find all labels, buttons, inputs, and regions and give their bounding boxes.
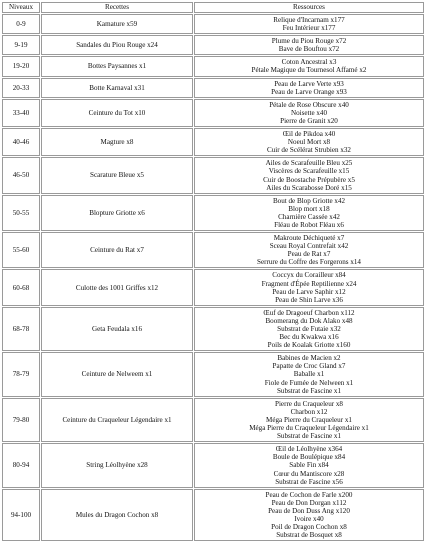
resources-cell (194, 195, 424, 231)
resources-cell (194, 269, 424, 305)
table-row (2, 195, 424, 231)
table-header (2, 2, 424, 13)
level-cell: 33-40 (2, 99, 40, 127)
resources-cell (194, 352, 424, 396)
resources-cell (194, 157, 424, 193)
recipe-cell: Botte Karnaval x31 (41, 78, 193, 98)
resource-item: Peau de Rat x7 (287, 250, 331, 259)
resource-item: Charbon x12 (290, 407, 328, 416)
resource-item: Peau de Larve Verte x93 (274, 79, 344, 88)
resource-item: Babines de Macien x2 (277, 354, 341, 363)
resource-item: Poil de Dragon Cochon x8 (271, 523, 347, 532)
table-row (2, 443, 424, 487)
resource-item: Substrat de Fascine x56 (275, 477, 343, 486)
level-cell: 80-94 (2, 443, 40, 487)
level-cell: 55-60 (2, 232, 40, 268)
crafting-table-container (1, 1, 425, 540)
resource-item: Ivoire x40 (294, 514, 324, 523)
header-resources: Ressources (194, 2, 424, 13)
resources-cell (194, 443, 424, 487)
resource-item: Noeul Mort x8 (287, 138, 331, 147)
table-row (2, 269, 424, 305)
resources-cell (194, 35, 424, 55)
resources-cell (194, 78, 424, 98)
resource-item: Fiole de Fumée de Nelween x1 (264, 378, 354, 387)
resource-item: Noisette x40 (290, 108, 328, 117)
table-row (2, 157, 424, 193)
resource-item: Substrat de Futaie x32 (277, 325, 341, 333)
table-row (2, 14, 424, 34)
resource-item: Charnière Cassée x42 (278, 212, 340, 221)
table-row (2, 99, 424, 127)
resource-item: Boule de Boulépique x84 (272, 453, 346, 462)
resource-item: Relique d'Incarnam x177 (273, 16, 345, 24)
resource-item: Sable Fin x84 (289, 461, 329, 470)
level-cell: 20-33 (2, 78, 40, 98)
resource-item: Baballe x1 (293, 370, 325, 379)
recipe-cell: Mules du Dragon Cochon x8 (41, 489, 193, 542)
resource-item: Coton Ancestral x3 (281, 58, 337, 67)
level-cell: 78-79 (2, 352, 40, 396)
table-body (2, 14, 424, 541)
recipe-cell: Ceinture du Craqueleur Légendaire x1 (41, 398, 193, 442)
resources-cell (194, 99, 424, 127)
resource-item: Fragment d'Épée Reptilienne x24 (261, 279, 357, 288)
resources-cell (194, 489, 424, 542)
table-row (2, 78, 424, 98)
table-row (2, 398, 424, 442)
resource-item: Peau de Shin Larve x36 (275, 295, 343, 304)
resource-item: Ailes du Scarabosse Doré x15 (266, 183, 352, 192)
recipe-cell: Magture x8 (41, 128, 193, 156)
resource-item: Œil de Pikdoa x40 (282, 130, 336, 139)
level-cell: 94-100 (2, 489, 40, 542)
crafting-table (1, 1, 425, 542)
resources-cell (194, 398, 424, 442)
resource-item: Substrat de Bosquet x8 (276, 531, 342, 540)
table-row (2, 307, 424, 351)
resource-item: Blop mort x18 (288, 204, 330, 213)
level-cell: 9-19 (2, 35, 40, 55)
resource-item: Bec du Kwakwa x16 (279, 333, 339, 342)
resource-item: Peau de Cochon de Farle x200 (265, 490, 353, 499)
resources-cell (194, 128, 424, 156)
resource-item: Cuir de Boostache Prépubère x5 (263, 175, 355, 184)
resource-item: Substrat de Fascine x1 (276, 386, 342, 395)
table-row (2, 35, 424, 55)
resource-item: Viscères de Scarafeuille x15 (268, 167, 350, 176)
recipe-cell: Scarature Bleue x5 (41, 157, 193, 193)
resource-item: Poils de Koalak Griotte x160 (267, 341, 351, 350)
level-cell: 68-78 (2, 307, 40, 351)
resources-cell (194, 14, 424, 34)
table-row (2, 56, 424, 76)
table-row (2, 232, 424, 268)
resource-item: Pétale de Rose Obscure x40 (269, 100, 349, 109)
recipe-cell: Kamature x59 (41, 14, 193, 34)
resource-item: Cuir de Scélérat Strubien x32 (267, 146, 351, 155)
header-row (2, 2, 424, 13)
resource-item: Makroute Déchiqueté x7 (273, 234, 345, 243)
resource-item: Peau de Larve Saphir x12 (272, 287, 346, 296)
resource-item: Boomerang du Dok Alako x48 (265, 316, 353, 325)
resource-item: Pierre du Craqueleur x8 (275, 399, 343, 408)
header-recipes: Recettes (41, 2, 193, 13)
recipe-cell: Ceinture de Nelweem x1 (41, 352, 193, 396)
resource-item: Peau de Don Duss Ang x120 (268, 506, 350, 515)
resource-item: Méga Pierre du Craqueleur Légendaire x1 (249, 424, 369, 433)
resource-item: Œuf de Dragoeuf Charbon x112 (263, 308, 355, 317)
recipe-cell: String Léolhyène x28 (41, 443, 193, 487)
resource-item: Papatte de Croc Gland x7 (272, 362, 346, 371)
level-cell: 46-50 (2, 157, 40, 193)
resource-item: Œil de Léolhyène x364 (275, 445, 343, 454)
resource-item: Substrat de Fascine x1 (276, 432, 342, 441)
resource-item: Serrure du Coffre des Forgerons x14 (257, 258, 361, 267)
resource-item: Bave de Bouftou x72 (278, 45, 340, 54)
resources-cell (194, 232, 424, 268)
table-row (2, 128, 424, 156)
recipe-cell: Geta Feudala x16 (41, 307, 193, 351)
resource-item: Coccyx du Corailleur x84 (272, 271, 346, 280)
level-cell: 40-46 (2, 128, 40, 156)
resource-item: Bout de Blop Griotte x42 (272, 196, 346, 205)
recipe-cell: Culotte des 1001 Griffes x12 (41, 269, 193, 305)
resource-item: Cœur du Mantiscore x28 (273, 469, 345, 478)
level-cell: 50-55 (2, 195, 40, 231)
resource-item: Fléau de Robot Fléau x6 (274, 220, 344, 229)
table-row (2, 489, 424, 542)
level-cell: 19-20 (2, 56, 40, 76)
recipe-cell: Bottes Paysannes x1 (41, 56, 193, 76)
level-cell: 60-68 (2, 269, 40, 305)
resource-item: Plume du Piou Rouge x72 (271, 37, 347, 46)
resources-cell (194, 56, 424, 76)
resource-item: Peau de Don Dorgan x112 (271, 498, 347, 507)
header-levels: Niveaux (2, 2, 40, 13)
table-row (2, 352, 424, 396)
resource-item: Ailes de Scarafeuille Bleu x25 (265, 159, 353, 168)
recipe-cell: Ceinture du Tot x10 (41, 99, 193, 127)
recipe-cell: Sandales du Piou Rouge x24 (41, 35, 193, 55)
level-cell: 79-80 (2, 398, 40, 442)
resources-cell (194, 307, 424, 351)
recipe-cell: Ceinture du Rat x7 (41, 232, 193, 268)
level-cell: 0-9 (2, 14, 40, 34)
resource-item: Sceau Royal Contrefait x42 (269, 242, 349, 251)
resource-item: Pierre de Granit x20 (280, 116, 338, 125)
resource-item: Méga Pierre du Craqueleur x1 (266, 415, 352, 424)
recipe-cell: Blopture Griotte x6 (41, 195, 193, 231)
resource-item: Feu Intérieur x177 (282, 24, 336, 33)
resource-item: Pétale Magique du Tournesol Affamé x2 (251, 66, 367, 75)
resource-item: Peau de Larve Orange x93 (271, 87, 347, 96)
